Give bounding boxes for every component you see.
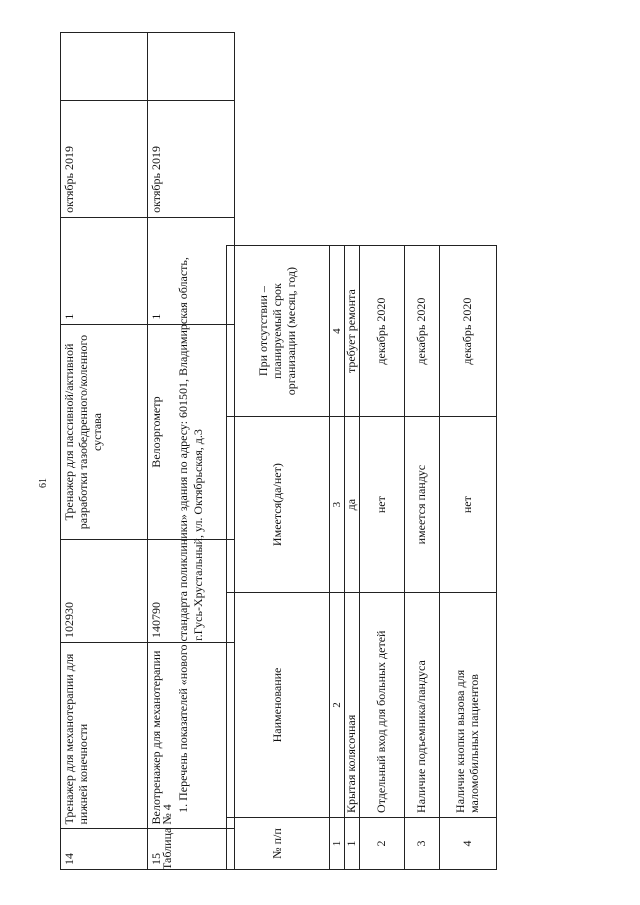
row-name: Наличие подъемника/пандуса <box>405 593 440 818</box>
row-plan: декабрь 2020 <box>360 246 405 417</box>
row-has: нет <box>440 417 497 593</box>
table-header-row <box>227 246 330 870</box>
row-name: Отдельный вход для больных детей <box>360 593 405 818</box>
rotated-content <box>40 25 640 885</box>
row-number: 4 <box>440 817 497 869</box>
row-number: 1 <box>345 817 360 869</box>
equipment-qty: 1 <box>148 217 235 324</box>
equipment-name: Велотренажер для механотерапии <box>148 643 235 829</box>
row-number: 3 <box>405 817 440 869</box>
table-row <box>61 33 148 870</box>
table-caption: Таблица № 4 <box>160 804 174 870</box>
index-cell: 3 <box>330 417 345 593</box>
standards-table <box>226 245 497 870</box>
subcaption-line1: 1. Перечень показателей «нового стандарта поликлиники» здания по адресу: 601501, Владимирская область, <box>176 257 190 813</box>
table-row <box>345 246 360 870</box>
index-cell: 1 <box>330 817 345 869</box>
header-has: Имеется(да/нет) <box>227 417 330 593</box>
row-plan: декабрь 2020 <box>440 246 497 417</box>
equipment-code: 102930 <box>61 540 148 643</box>
row-number: 14 <box>61 829 148 870</box>
row-name: Наличие кнопки вызова для маломобильных пациентов <box>440 593 497 818</box>
header-plan: При отсутствии – планируемый срок организации (месяц, год) <box>227 246 330 417</box>
table-row <box>405 246 440 870</box>
equipment-extra <box>148 33 235 101</box>
row-number: 2 <box>360 817 405 869</box>
equipment-name: Тренажер для механотерапии для нижней конечности <box>61 643 148 829</box>
table-index-row <box>330 246 345 870</box>
row-has: нет <box>360 417 405 593</box>
row-plan: декабрь 2020 <box>405 246 440 417</box>
equipment-description: Тренажер для пассивной/активной разработки тазобедренного/коленного сустава <box>61 324 148 540</box>
row-has: да <box>345 417 360 593</box>
equipment-description: Велоэргометр <box>148 324 235 540</box>
index-cell: 4 <box>330 246 345 417</box>
table-row <box>440 246 497 870</box>
row-plan: требует ремонта <box>345 246 360 417</box>
equipment-date: октябрь 2019 <box>148 100 235 217</box>
equipment-qty: 1 <box>61 217 148 324</box>
row-number: 15 <box>148 829 235 870</box>
row-name: Крытая колясочная <box>345 593 360 818</box>
equipment-table <box>60 32 235 870</box>
subcaption-line2: г.Гусь-Хрустальный, ул. Октябрьская, д.3 <box>191 429 205 641</box>
header-number: № п/п <box>227 817 330 869</box>
row-has: имеется пандус <box>405 417 440 593</box>
header-name: Наименование <box>227 593 330 818</box>
equipment-date: октябрь 2019 <box>61 100 148 217</box>
index-cell: 2 <box>330 593 345 818</box>
page-number: 61 <box>38 478 49 488</box>
table-subcaption <box>176 210 206 860</box>
table-row <box>360 246 405 870</box>
equipment-extra <box>61 33 148 101</box>
equipment-code: 140790 <box>148 540 235 643</box>
